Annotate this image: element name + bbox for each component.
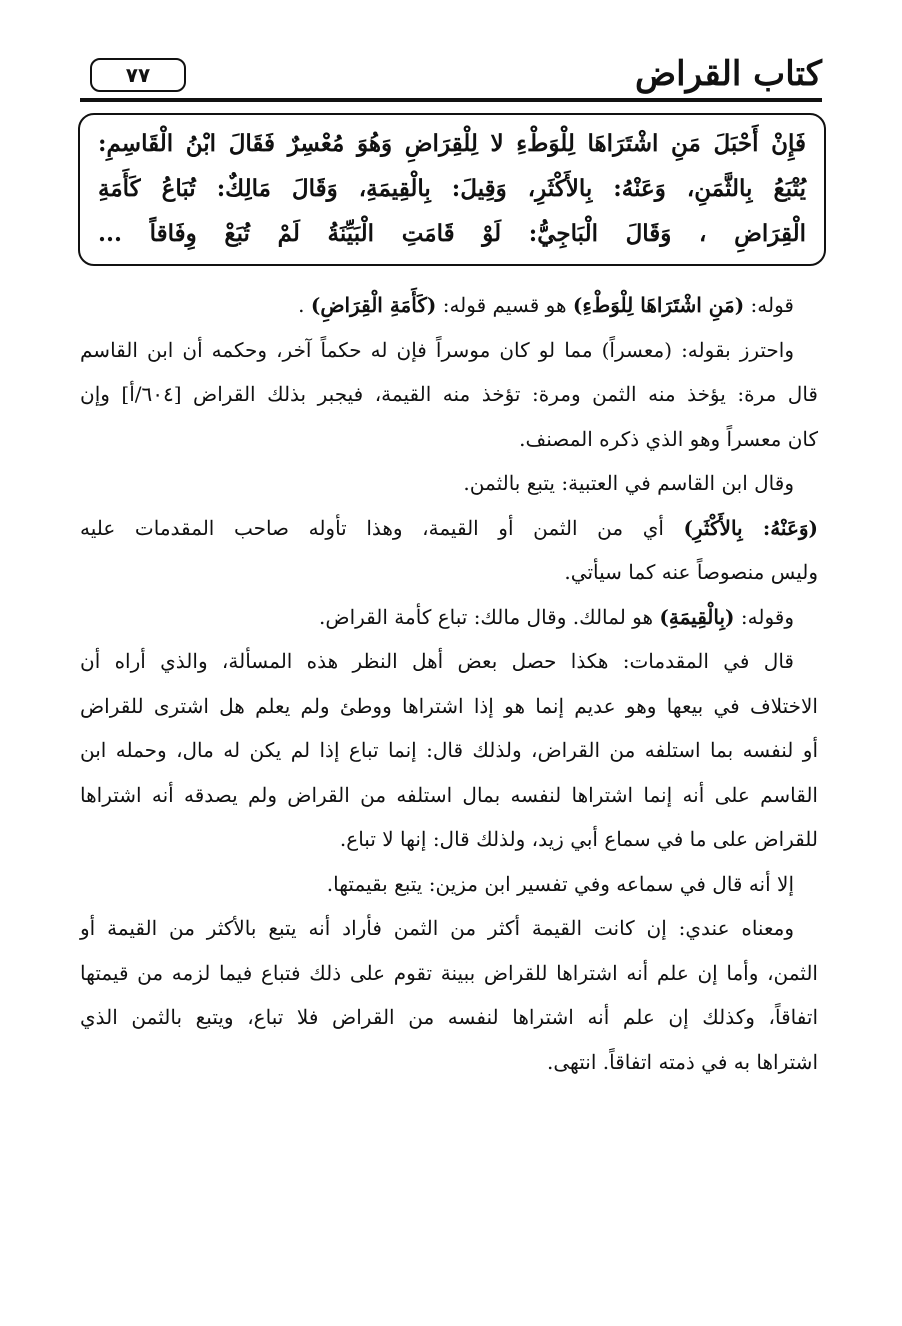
text-run: أي من الثمن أو القيمة، وهذا تأوله صاحب المقدمات عليه [80,515,684,540]
header-rule [80,98,822,102]
paragraph-5 [80,595,818,640]
paragraph-6 [80,639,818,862]
text-run: هو لمالك. وقال مالك: تباع كأمة القراض. [319,604,660,629]
page-header [80,52,822,98]
text-line: للقراض على ما في سماع أبي زيد، ولذلك قال: إنها لا تباع. [339,827,818,851]
paragraph-1 [80,283,818,328]
paragraph-8 [80,906,818,1084]
text-line: كان معسراً وهو الذي ذكره المصنف. [519,426,818,451]
paragraph-4 [80,506,818,595]
paragraph-3 [80,461,818,506]
text-line [80,283,818,328]
text-line: إلا أنه قال في سماعه وفي تفسير ابن مزين: يتبع بقيمتها. [326,871,794,896]
text-run: . [298,293,311,317]
text-line: وقال ابن القاسم في العتبية: يتبع بالثمن. [463,471,794,495]
paragraph-2 [80,328,818,462]
text-line: واحترز بقوله: (معسراً) مما لو كان موسراً فإن له حكماً آخر، وحكمه أن ابن القاسم [80,337,794,362]
text-run: هو قسيم قوله: [436,293,573,317]
matn-quote: (وَعَنْهُ: بِالأَكْثَرِ) [683,515,819,540]
text-line: قال في المقدمات: هكذا حصل بعض أهل النظر هذه المسألة، والذي أراه أن [80,649,794,673]
text-line: الثمن، وأما إن علم أنه اشتراها للقراض ببينة تقوم على ذلك فتباع فيما لزمه من قيمتها [80,960,818,985]
matn-quote: (كَأَمَةِ الْقِرَاضِ) [310,293,437,317]
text-run: وقوله: [734,604,794,629]
text-line [80,595,818,640]
matn-line: يُتْبَعُ بِالثَّمَنِ، وَعَنْهُ: بِالأَكْثَرِ، وَقِيلَ: بِالْقِيمَةِ، وَقَالَ مَالِكٌ: تُبَاعُ كَأَمَةِ [98,175,806,202]
text-line: قال مرة: يؤخذ منه الثمن ومرة: تؤخذ منه القيمة، فيجبر بذلك القراض [٦٠٤/أ] وإن [80,382,818,406]
matn-quote: (مَنِ اشْتَرَاهَا لِلْوَطْءِ) [572,293,745,317]
text-line: اتفاقاً، وكذلك إن علم أنه اشتراها لنفسه من القراض فلا تباع، ويتبع بالثمن الذي [80,1005,819,1029]
text-run: قوله: [744,293,794,317]
paragraph-7 [80,862,818,907]
text-line: ومعناه عندي: إن كانت القيمة أكثر من الثمن فأراد أنه يتبع بالأكثر من القيمة أو [80,916,794,940]
matn-quote: (بِالْقِيمَةِ) [659,604,735,629]
text-line: اشتراها به في ذمته اتفاقاً. انتهى. [546,1049,818,1074]
book-title: كتاب القراض [635,54,822,94]
text-line: الاختلاف في بيعها وهو عديم إنما هو إذا اشتراها ووطئ ولم يعلم هل اشترى للقراض [80,693,818,718]
page-number: ٧٧ [125,63,151,87]
text-line: أو لنفسه بما استلفه من القراض، ولذلك قال: إنما تباع إذا لم يكن له مال، وحمله ابن [80,738,818,762]
commentary [80,283,818,1084]
matn-line: فَإِنْ أَحْبَلَ مَنِ اشْتَرَاهَا لِلْوَطْءِ لا لِلْقِرَاضِ وَهُوَ مُعْسِرٌ فَقَالَ ابْنُ الْقَاسِمِ: [98,130,806,157]
matn-line: الْقِرَاضِ ، وَقَالَ الْبَاجِيُّ: لَوْ قَامَتِ الْبَيِّنَةُ لَمْ تُبَعْ وِفَاقاً ... [98,220,806,247]
matn-box [78,113,826,266]
text-line: القاسم على أنه إنما اشتراها لنفسه بمال استلفه من القراض ولم يصدقه أنه اشتراها [80,782,818,807]
text-line: وليس منصوصاً عنه كما سيأتي. [564,560,818,584]
page-number-box [90,58,186,92]
text-line [80,506,818,551]
